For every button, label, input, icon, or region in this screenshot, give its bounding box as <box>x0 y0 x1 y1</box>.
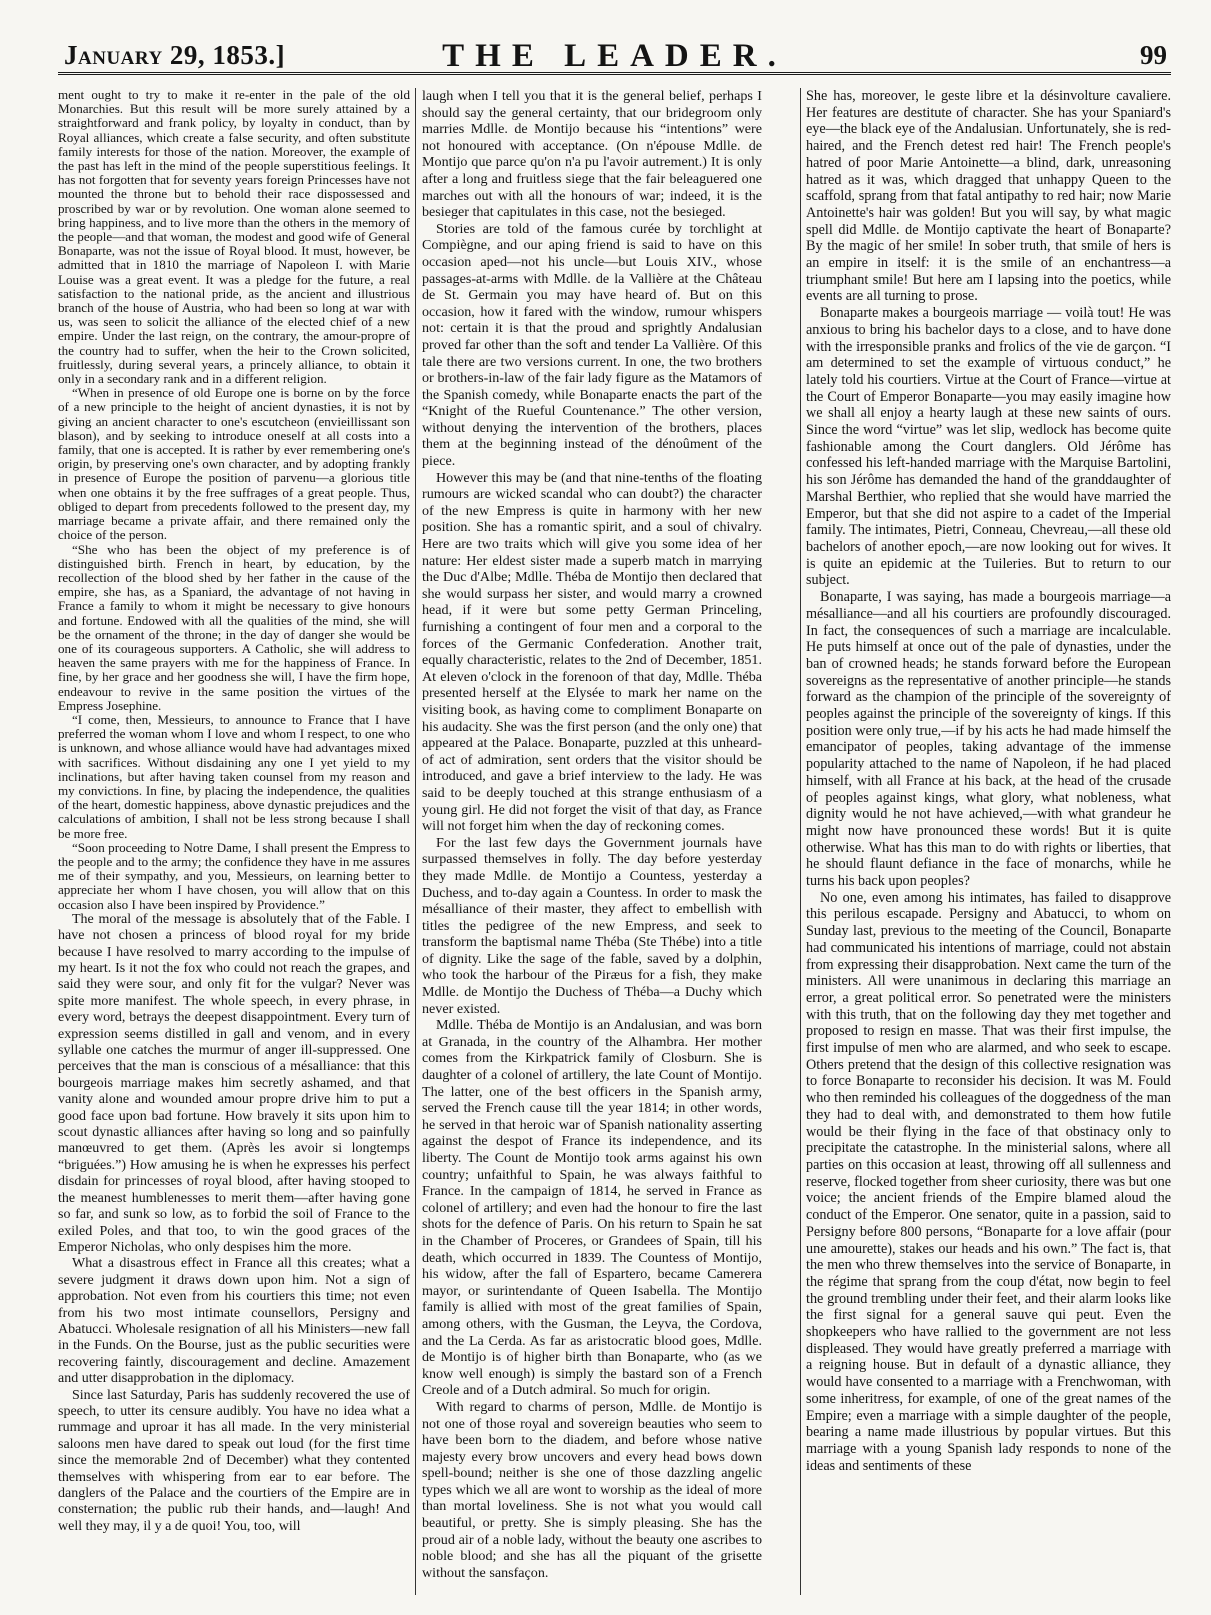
paragraph: Bonaparte, I was saying, has made a bourgeois marriage—a mésalliance—and all his courtiers are profoundly discouraged. In fact, the consequences of such a marriage are incalculable. He puts himself at once out of the pale of dynasties, under the ban of crowned heads; he stands forward before the European sovereigns as the representative of another principle—he stands forward as the champion of the principle of the sovereignty of peoples against the principle of the sovereignty of kings. If this position were only true,—if by his acts he had made himself the emancipator of peoples, taking advantage of the immense popularity attached to the name of Napoleon, if he had placed himself, with all France at his back, at the head of the crusade of peoples against kings, what glory, what nobleness, what dignity would he not have achieved,—with what grandeur he might now have pronounced these words! But it is quite otherwise. What has this man to do with rights or liberties, that he should flaunt defiance in the face of monarchs, while he turns his back upon peoples? <box>806 589 1171 890</box>
quoted-message <box>58 88 410 912</box>
paragraph: “Soon proceeding to Notre Dame, I shall present the Empress to the people and to the army; the confidence they have in me assures me of their sympathy, and you, Messieurs, on learning better to appreciate her whom I have chosen, you will allow that on this occasion also I have been inspired by Providence.” <box>58 839 410 912</box>
paragraph: She has, moreover, le geste libre et la désinvolture cavaliere. Her features are destitute of character. She has your Spaniard's eye—the black eye of the Andalusian. Unfortunately, she is red-haired, and the French detest red hair! The French people's hatred of poor Marie Antoinette—a blind, dark, unreasoning hatred as it was, which dragged that unhappy Queen to the scaffold, sprang from that fatal antipathy to red hair; now Marie Antoinette's hair was golden! But you will say, by what magic spell did Mdlle. de Montijo captivate the heart of Bonaparte? By the magic of her smile! In sober truth, that smile of hers is an empire in itself: it is the smile of an enchantress—a triumphant smile! But here am I lapsing into the poetics, while events are all turning to prose. <box>806 88 1171 305</box>
paragraph: What a disastrous effect in France all this creates; what a severe judgment it draws down upon him. Not a sign of approbation. Not even from his courtiers this time; not even from his two most intimate counsellors, Persigny and Abatucci. Wholesale resignation of all his Ministers—new fall in the Funds. On the Bourse, just as the public securities were recovering faintly, discouragement and decline. Amazement and utter disapprobation in the diplomacy. <box>58 1256 410 1387</box>
paragraph: “I come, then, Messieurs, to announce to France that I have preferred the woman whom I love and whom I respect, to one who is unknown, and whose alliance would have had advantages mixed with sacrifices. Without disdaining any one I yet yield to my inclinations, but after having taken counsel from my reason and my convictions. In fine, by placing the independence, the qualities of the heart, domestic happiness, above dynastic prejudices and the calculations of ambition, I shall not be less strong because I shall be more free. <box>58 711 410 841</box>
paragraph: “When in presence of old Europe one is borne on by the force of a new principle to the height of ancient dynasties, it is not by giving an ancient character to one's escutcheon (envieillissant son blason), and by seeking to introduce oneself at all costs into a family, that one is accepted. It is rather by ever remembering one's origin, by preserving one's own character, and by adopting frankly in presence of Europe the position of parvenu—a glorious title when one obtains it by the free suffrages of a great people. Thus, obliged to depart from precedents followed to the present day, my marriage became a private affair, and there remained only the choice of the person. <box>58 385 410 543</box>
issue-date: January 29, 1853.] <box>64 40 286 70</box>
paragraph: No one, even among his intimates, has failed to disapprove this perilous escapade. Persigny and Abatucci, to whom on Sunday last, previous to the meeting of the Council, Bonaparte had communicated his intentions of marriage, could not abstain from expressing their disapprobation. Next came the turn of the ministers. All were unanimous in declaring this marriage an error, a great political error. So penetrated were the ministers with this truth, that on the following day they met together and proposed to resign en masse. That was their first impulse, the first impulse of men who are alarmed, and who seek to escape. Others pretend that the design of this collective resignation was to force Bonaparte to reconsider his decision. It was M. Fould who then reminded his colleagues of the doggedness of the man they had to deal with, and demonstrated to them how futile would be their flying in the face of that obstinacy only to precipitate the catastrophe. In the ministerial salons, where all parties on this occasion at least, throwing off all sullenness and reserve, flocked together from sheer curiosity, there was but one voice; the ancient friends of the Empire blamed aloud the conduct of the Emperor. One senator, quite in a passion, said to Persigny before 800 persons, “Bonaparte for a love affair (pour une amourette), stakes our heads and his own.” The fact is, that the men who threw themselves into the service of Bonaparte, in the régime that sprang from the coup d'état, now begin to feel the ground trembling under their feet, and their alarm looks like the first signal for a general sauve qui peut. Even the shopkeepers who have rallied to the government are not less displeased. They would have greatly preferred a marriage with a reigning house. But in default of a dynastic alliance, they would have consented to a marriage with a Frenchwoman, with some inheritress, for example, of one of the great names of the Empire; even a marriage with a simple daughter of the people, bearing a name made illustrious by popular virtues. But this marriage with a young Spanish lady responds to none of the ideas and sentiments of these <box>806 889 1171 1474</box>
paragraph: With regard to charms of person, Mdlle. de Montijo is not one of those royal and sovereign beauties who seem to have been born to the diadem, and before whose native majesty every brow uncovers and every head bows down spell-bound; neither is she one of those dazzling angelic types which we all are wont to worship as the ideal of more than mortal loveliness. She is not what you would call beautiful, or pretty. She is simply pleasing. She has the proud air of a noble lady, without the beauty one ascribes to noble blood; and she has all the piquant of the grisette without the sansfaçon. <box>422 1398 762 1581</box>
paragraph: However this may be (and that nine-tenths of the floating rumours are wicked scandal who can doubt?) the character of the new Empress is quite in harmony with her new position. She has a romantic spirit, and a soul of chivalry. Here are two traits which will give you some idea of her nature: Her eldest sister made a superb match in marrying the Duc d'Albe; Mdlle. Théba de Montijo then declared that she would surpass her sister, and would marry a crowned head, if it were but some petty German Princeling, furnishing a contingent of four men and a corporal to the forces of the Germanic Confederation. Another trait, equally characteristic, relates to the 2nd of December, 1851. At eleven o'clock in the forenoon of that day, Mdlle. Théba presented herself at the Elysée to mark her name on the visiting book, as having come to compliment Bonaparte on his audacity. She was the first person (and the only one) that appeared at the Palace. Bonaparte, puzzled at this unheard-of act of admiration, sent orders that the visitor should be introduced, and gave a brief interview to the lady. He was said to be deeply touched at this strange enthusiasm of a young girl. He did not forget the visit of that day, as France will not forget him when the day of reckoning comes. <box>422 469 762 835</box>
column-3 <box>806 88 1171 1595</box>
paragraph: Stories are told of the famous curée by torchlight at Compiègne, and our aping friend is said to have on this occasion aped—not his uncle—but Louis XIV., whose passages-at-arms with Mdlle. de la Vallière at the Château de St. Germain you may have heard of. But on this occasion, how it fared with the window, rumour whispers not: certain it is that the proud and sprightly Andalusian proved far other than the soft and tender La Vallière. Of this tale there are two versions current. In one, the two brothers or brothers-in-law of the fair lady figure as the Matamors of the Spanish comedy, while Bonaparte enacts the part of the “Knight of the Rueful Countenance.” The other version, without denying the intervention of the brothers, places them at the beginning instead of the dénoûment of the piece. <box>422 220 762 470</box>
paragraph: Mdlle. Théba de Montijo is an Andalusian, and was born at Granada, in the country of the Alhambra. Her mother comes from the Kirkpatrick family of Closburn. She is daughter of a colonel of artillery, the late Count of Montijo. The latter, one of the best officers in the Spanish army, served the French cause till the year 1814; in other words, he served in that heroic war of Spanish nationality asserting against the despot of France its independence, and its liberty. The Count de Montijo took arms against his own country; unfaithful to Spain, he was always faithful to France. In the campaign of 1814, he served in France as colonel of artillery; and even had the honour to fire the last shots for the defence of Paris. On his return to Spain he sat in the Chamber of Proceres, or Grandees of Spain, till his death, which occurred in 1839. The Countess of Montijo, his widow, after the fall of Espartero, became Camerera mayor, or surintendante of Queen Isabella. The Montijo family is allied with most of the great families of Spain, among others, with the Gusman, the Leyva, the Cordova, and the La Cerda. As far as aristocratic blood goes, Mdlle. de Montijo is of higher birth than Bonaparte, who (as we know well enough) is simply the bastard son of a French Creole and of a Dutch admiral. So much for origin. <box>422 1017 762 1399</box>
paragraph: “She who has been the object of my preference is of distinguished birth. French in heart, by education, by the recollection of the blood shed by her father in the cause of the empire, she has, as a Spaniard, the advantage of not having in France a family to whom it might be necessary to give honours and fortune. Endowed with all the qualities of the mind, she will be the ornament of the throne; in the day of danger she would be one of its courageous supporters. A Catholic, she will address to heaven the same prayers with me for the happiness of France. In fine, by her grace and her goodness she will, I have the firm hope, endeavour to revive in the same position the virtues of the Empress Josephine. <box>58 541 410 713</box>
paragraph: The moral of the message is absolutely that of the Fable. I have not chosen a princess of blood royal for my bride because I have resolved to marry according to the impulse of my heart. Is it not the fox who could not reach the grapes, and said they were sour, and only fit for the vulgar? Never was spite more manifest. The whole speech, in every phrase, in every word, betrays the deepest disappointment. Every turn of expression seems distilled in gall and venom, and in every syllable one catches the murmur of anger ill-suppressed. One perceives that the man is conscious of a mésalliance: that this bourgeois marriage makes him secretly ashamed, and that vanity alone and wounded amour propre drive him to put a good face upon bad fortune. How bravely it sits upon him to scout dynastic alliances after having so long and so painfully manœuvred to get them. (Après les avoir si longtemps “briguées.”) How amusing he is when he expresses his perfect disdain for princesses of royal blood, after having stooped to the meanest humblenesses to merit them—after having gone so far, and sunk so low, as to forbid the soil of France to the exiled Poles, and that too, to win the good graces of the Emperor Nicholas, who only despises him the more. <box>58 911 410 1255</box>
column-1 <box>58 88 410 1595</box>
column-divider <box>415 88 416 1595</box>
newspaper-title: THE LEADER. <box>442 38 787 74</box>
paragraph: ment ought to try to make it re-enter in the pale of the old Monarchies. But this result will be more surely attained by a straightforward and frank policy, by loyalty in conduct, than by Royal alliances, which create a false security, and often substitute family interests for those of the nation. Moreover, the example of the past has left in the mind of the people superstitious feelings. It has not forgotten that for seventy years foreign Princesses have not mounted the throne but to behold their race dispossessed and proscribed by war or by revolution. One woman alone seemed to bring happiness, and to live more than the others in the memory of the people—and that woman, the modest and good wife of General Bonaparte, was not the issue of Royal blood. It must, however, be admitted that in 1810 the marriage of Napoleon I. with Marie Louise was a great event. It was a pledge for the future, a real satisfaction to the national pride, as the ancient and illustrious branch of the house of Austria, who had been so long at war with us, was seen to solicit the alliance of the elected chief of a new empire. Under the last reign, on the contrary, the amour-propre of the country had to suffer, when the heir to the Crown solicited, fruitlessly, during several years, a princely alliance, to obtain it only in a secondary rank and in a different religion. <box>58 88 410 387</box>
paragraph: Since last Saturday, Paris has suddenly recovered the use of speech, to utter its censure audibly. You have no idea what a rummage and uproar it has all made. In the very ministerial saloons men have dared to speak out loud (for the first time since the memorable 2nd of December) what they contented themselves with whispering from ear to ear before. The danglers of the Palace and the courtiers of the Empire are in consternation; the public rub their hands, and—laugh! And well they may, il y a de quoi! You, too, will <box>58 1387 410 1534</box>
column-divider <box>800 88 801 1595</box>
paragraph: laugh when I tell you that it is the general belief, perhaps I should say the general certainty, that our bridegroom only marries Mdlle. de Montijo because his “intentions” were not honoured with acceptance. (On n'épouse Mdlle. de Montijo que parce qu'on n'a pu l'avoir autrement.) It is only after a long and fruitless siege that the fair beleaguered one marches out with all the honours of war; indeed, it is the besieger that capitulates in this case, not the besieged. <box>422 88 762 221</box>
commentary <box>58 912 410 1535</box>
article-columns <box>58 88 1171 1595</box>
masthead <box>58 0 1171 75</box>
paragraph: For the last few days the Government journals have surpassed themselves in folly. The day before yesterday they made Mdlle. de Montijo a Countess, yesterday a Duchess, and to-day again a Countess. In order to mask the mésalliance of their master, they affect to embellish with titles the pedigree of the new Empress, and seek to transform the baptismal name Théba (Ste Thébe) into a title of dignity. Like the sage of the fable, saved by a dolphin, who took the harbour of the Piræus for a fish, they make Mdlle. de Montijo the Duchess of Théba—a Duchy which never existed. <box>422 834 762 1017</box>
page-number: 99 <box>1140 40 1167 70</box>
column-2 <box>422 88 762 1595</box>
paragraph: Bonaparte makes a bourgeois marriage — voilà tout! He was anxious to bring his bachelor days to a close, and to have done with the irresponsible pranks and frolics of the vie de garçon. “I am determined to set the example of virtuous conduct,” he lately told his courtiers. Virtue at the Court of France—virtue at the Court of Emperor Bonaparte—you may easily imagine how we shall all enjoy a hearty laugh at these new saints of ours. Since the word “virtue” was let slip, wedlock has become quite fashionable among the Court danglers. Old Jérôme has confessed his left-handed marriage with the Marquise Bartolini, his son Jérôme has demanded the hand of the granddaughter of Marshal Berthier, who replied that she would have married the Emperor, but that she did not aspire to a cadet of the Imperial family. The intimates, Pietri, Conneau, Chevreau,—all these old bachelors of another epoch,—are now looking out for wives. It is quite an epidemic at the Tuileries. But to return to our subject. <box>806 305 1171 589</box>
